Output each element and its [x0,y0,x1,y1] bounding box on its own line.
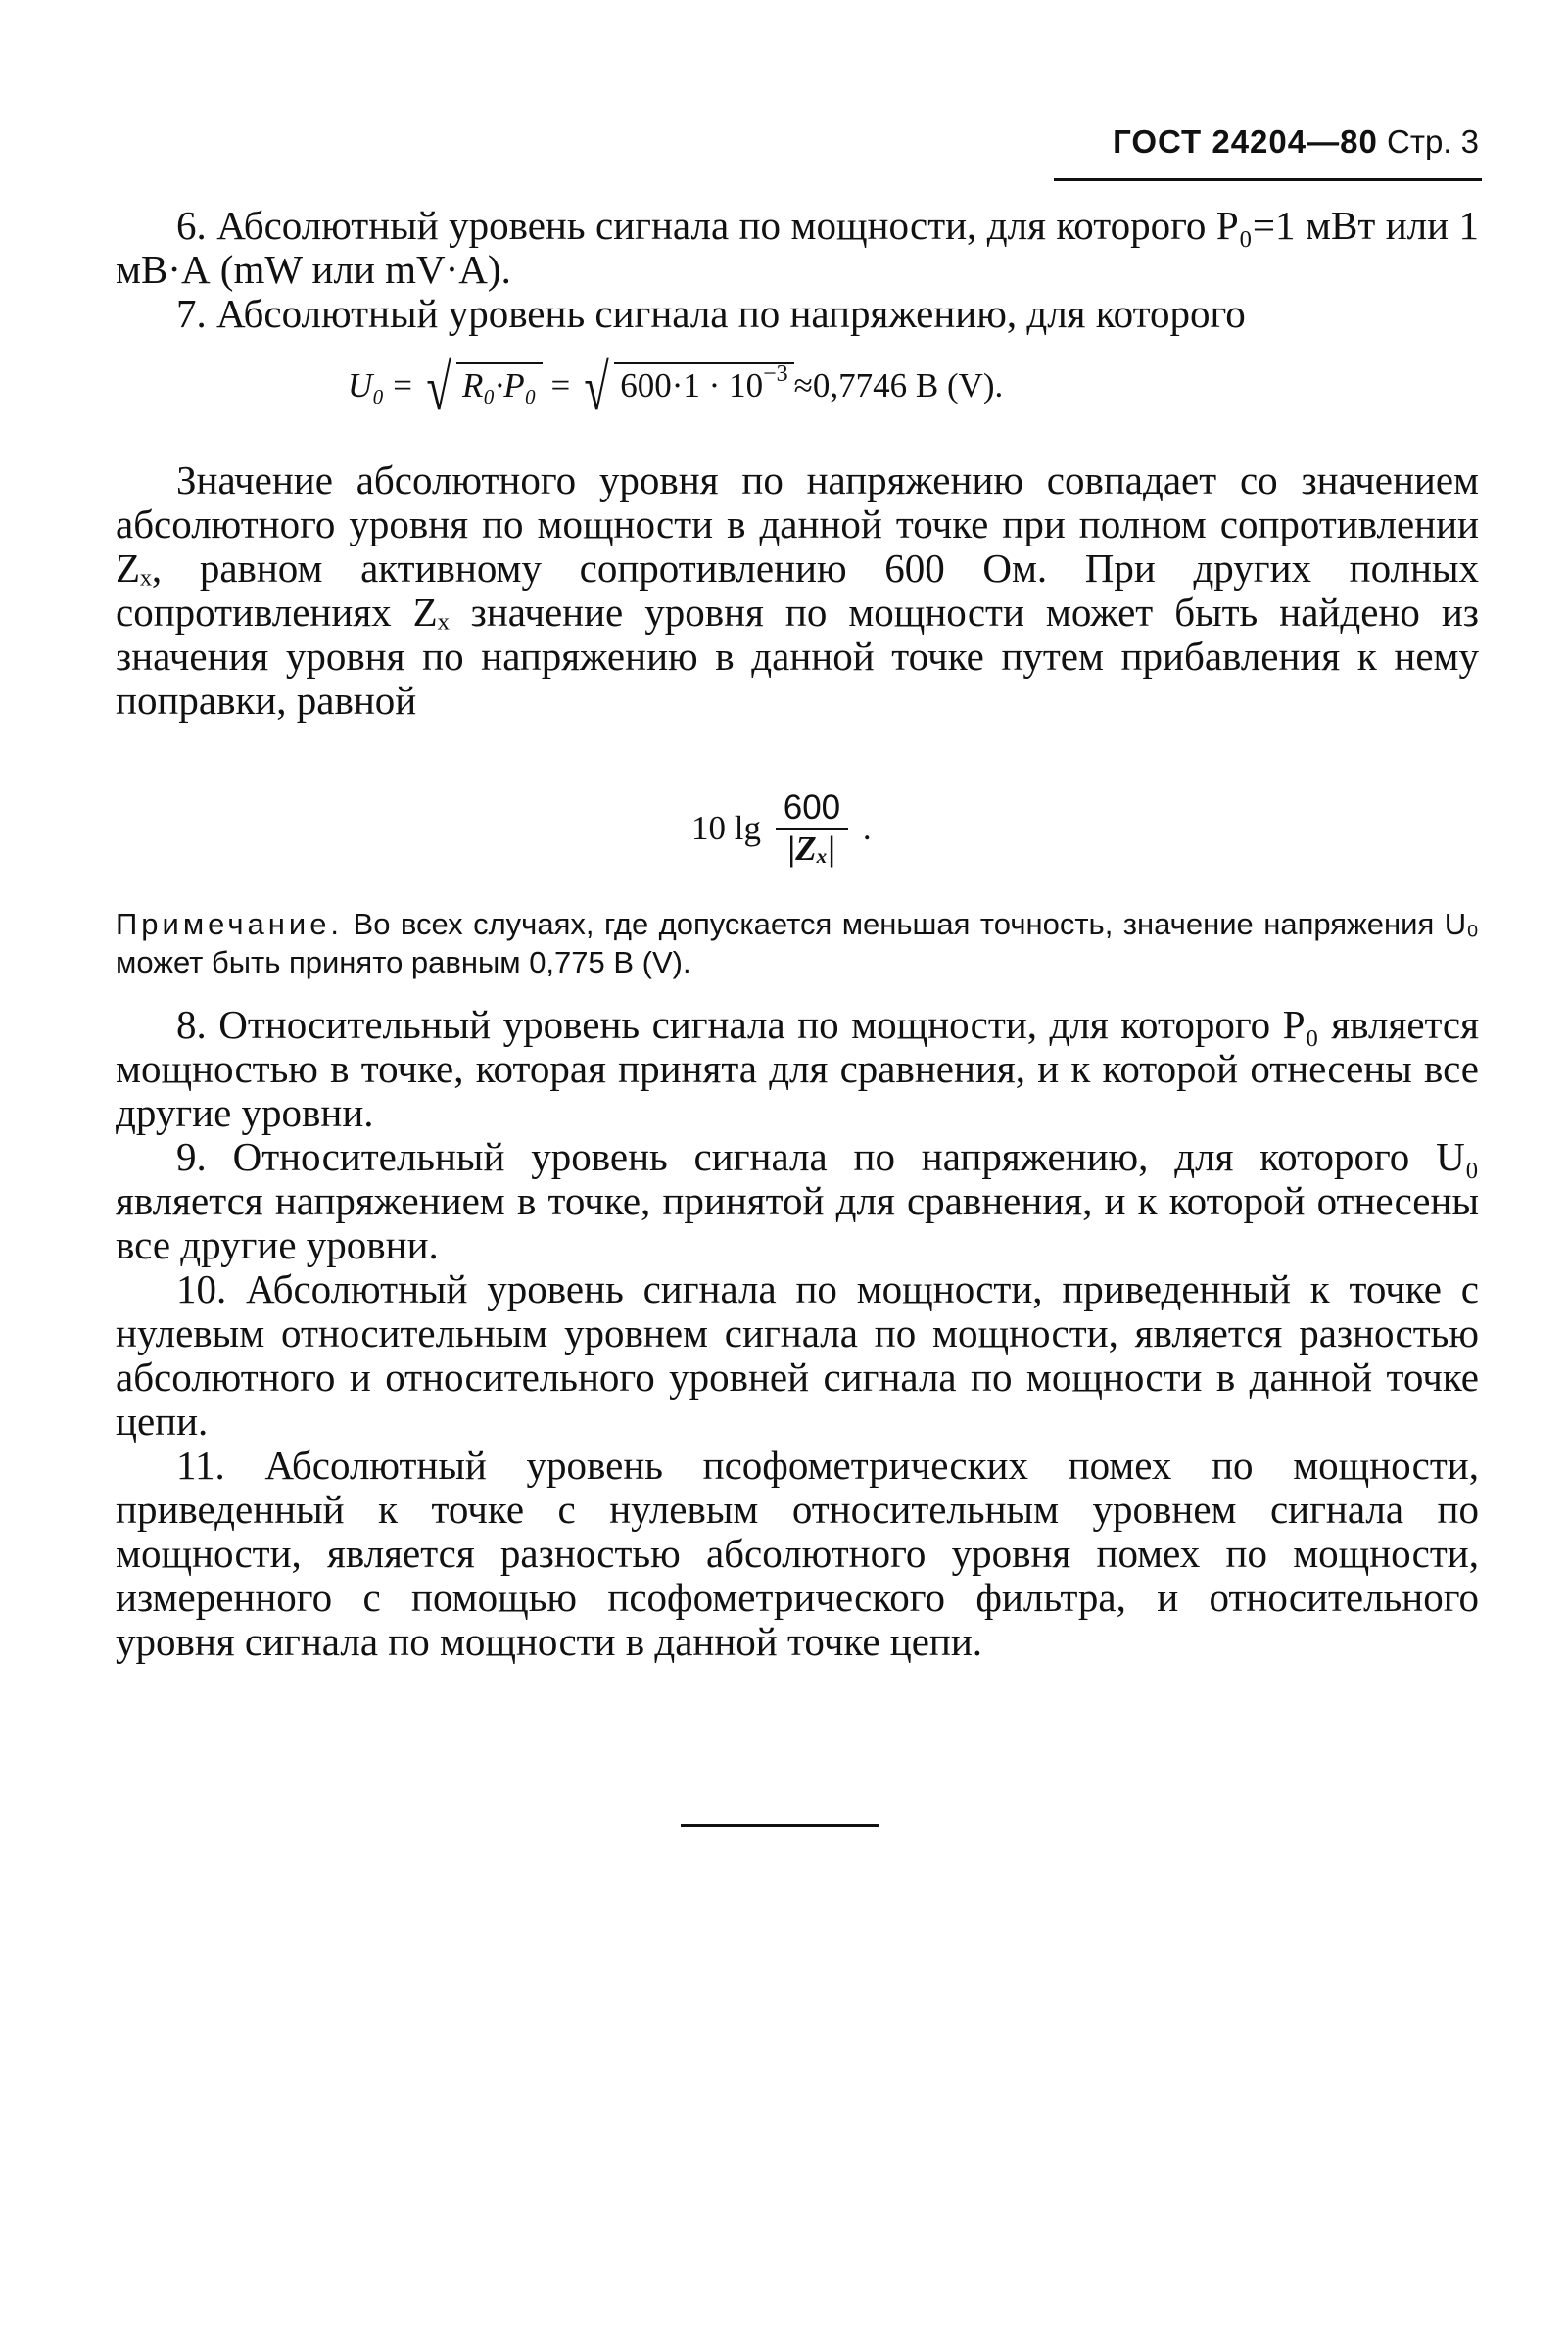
formula-radicand-2 [614,362,793,404]
formula-eq-2: = [550,366,571,405]
item-9: 9. Относительный уровень сигнала по напряжению, для которого U₀ является напряжением в точке, принятой для сравнения, и к которой отнесены все другие уровни. [116,1134,1479,1267]
note-label: Примечание. [116,907,344,941]
formula-eq-1: = [393,366,412,405]
paragraph-value: Значение абсолютного уровня по напряжению совпадает со значением абсолютного уровня по мощности в данной точке при полном сопротивлении Zₓ, равном активному сопротивлению 600 Ом. При других полных сопротивлениях Zₓ значение уровня по мощности может быть найдено из значения уровня по напряжению в данной точке путем прибавления к нему поправки, равной [116,457,1479,723]
formula-radicand-1: R₀·P₀ [456,362,543,404]
item-10: 10. Абсолютный уровень сигнала по мощности, приведенный к точке с нулевым относительным уровнем сигнала по мощности, является разностью абсолютного и относительного уровней сигнала по мощности в данной точке цепи. [116,1266,1479,1444]
paragraph-block [116,458,1479,723]
formula-u0 [348,353,1004,424]
formula2-denominator: |Zₓ| [787,830,836,868]
items-block-low [116,1003,1479,1664]
note-text: Во всех случаях, где допускается меньшая точность, значение напряжения U₀ может быть принято равным 0,775 В (V). [116,907,1479,979]
item-11: 11. Абсолютный уровень псофометрических помех по мощности, приведенный к точке с нулевым относительным уровнем сигнала по мощности, является разностью абсолютного уровня помех по мощности, измеренного с помощью псофометрического фильтра, и относительного уровня сигнала по мощности в данной точке цепи. [116,1443,1479,1664]
formula2-numerator: 600 [776,788,848,830]
items-block-top [116,204,1479,336]
formula-radicand-2-exp: −3 [763,361,788,388]
end-rule [681,1824,879,1827]
note-block [116,905,1479,981]
standard-number: ГОСТ 24204—80 [1113,123,1378,160]
item-6: 6. Абсолютный уровень сигнала по мощности, для которого P₀=1 мВт или 1 мВ·А (mW или mV·А). [116,203,1479,292]
sqrt-sign-icon-2: √ [584,353,609,424]
page-header [1038,122,1479,162]
formula-radicand-2-base: 600·1 · 10 [620,366,764,405]
formula2-suffix: . [862,809,872,847]
page-number: Стр. 3 [1387,123,1479,160]
formula-result: ≈0,7746 В (V). [793,366,1004,405]
formula2-fraction [776,788,848,869]
formula-lhs: U₀ [348,366,385,405]
item-8: 8. Относительный уровень сигнала по мощности, для которого P₀ является мощностью в точке, которая принята для сравнения, и к которой отнесены все другие уровни. [116,1002,1479,1135]
header-rule [1054,178,1482,181]
sqrt-sign-icon: √ [426,353,451,424]
formula2-prefix: 10 lg [691,809,761,847]
formula-correction [691,788,872,869]
item-7: 7. Абсолютный уровень сигнала по напряжению, для которого [176,291,1246,336]
